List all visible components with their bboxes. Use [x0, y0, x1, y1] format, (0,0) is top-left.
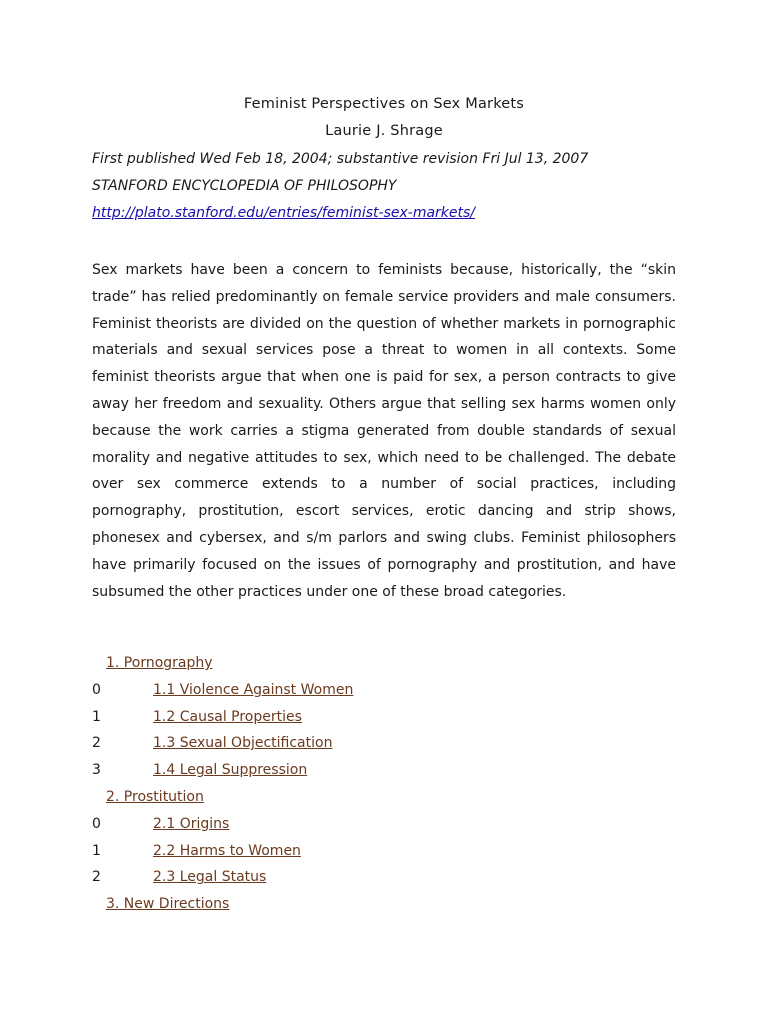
source-name: STANFORD ENCYCLOPEDIA OF PHILOSOPHY — [92, 178, 397, 194]
toc-link-violence-against-women[interactable]: 1.1 Violence Against Women — [153, 681, 354, 698]
document-author: Laurie J. Shrage — [325, 123, 443, 139]
toc-item-number: 2 — [92, 735, 101, 752]
toc-link-sexual-objectification[interactable]: 1.3 Sexual Objectification — [153, 735, 333, 752]
toc-item-number: 0 — [92, 815, 101, 832]
toc-item — [0, 704, 768, 731]
toc-link-pornography[interactable]: 1. Pornography — [106, 655, 213, 671]
toc-item-number: 2 — [92, 869, 101, 886]
publication-info: First published Wed Feb 18, 2004; substantive revision Fri Jul 13, 2007 — [92, 151, 589, 167]
toc-item — [0, 650, 768, 677]
source-url-link[interactable]: http://plato.stanford.edu/entries/feminist-sex-markets/ — [92, 205, 476, 221]
toc-link-prostitution[interactable]: 2. Prostitution — [106, 788, 204, 805]
toc-item — [0, 891, 768, 918]
toc-link-new-directions[interactable]: 3. New Directions — [106, 896, 230, 913]
toc-item — [0, 864, 768, 891]
toc-item — [0, 730, 768, 757]
url-line — [92, 200, 676, 227]
toc-link-causal-properties[interactable]: 1.2 Causal Properties — [153, 708, 302, 725]
toc-item-number: 1 — [92, 708, 101, 725]
toc-link-harms-to-women[interactable]: 2.2 Harms to Women — [153, 842, 301, 859]
toc-item-number: 1 — [92, 842, 101, 859]
toc-item — [0, 811, 768, 838]
toc-item — [0, 677, 768, 704]
toc-item-number: 3 — [92, 762, 101, 779]
table-of-contents — [0, 650, 768, 918]
toc-item — [0, 838, 768, 865]
toc-link-legal-status[interactable]: 2.3 Legal Status — [153, 869, 267, 886]
toc-item — [0, 757, 768, 784]
toc-item-number: 0 — [92, 681, 101, 698]
document-title: Feminist Perspectives on Sex Markets — [243, 96, 525, 112]
abstract-paragraph: Sex markets have been a concern to feminists because, historically, the “skin trade” has relied predominantly on female service providers and male consumers. Feminist theorists are divided on the question of whether markets in pornographic materials and sexual services pose a threat to women in all contexts. Some feminist theorists argue that when one is paid for sex, a person contracts to give away her freedom and sexuality. Others argue that selling sex harms women only because the work carries a stigma generated from double standards of sexual morality and negative attitudes to sex, which need to be challenged. The debate over sex commerce extends to a number of social practices, including pornography, prostitution, escort services, erotic dancing and strip shows, phonesex and cybersex, and s/m parlors and swing clubs. Feminist philosophers have primarily focused on the issues of pornography and prostitution, and have subsumed the other practices under one of these broad categories. — [92, 262, 676, 600]
toc-link-origins[interactable]: 2.1 Origins — [153, 815, 230, 832]
toc-link-legal-suppression[interactable]: 1.4 Legal Suppression — [153, 762, 308, 779]
document-page — [92, 92, 676, 605]
toc-item — [0, 784, 768, 811]
